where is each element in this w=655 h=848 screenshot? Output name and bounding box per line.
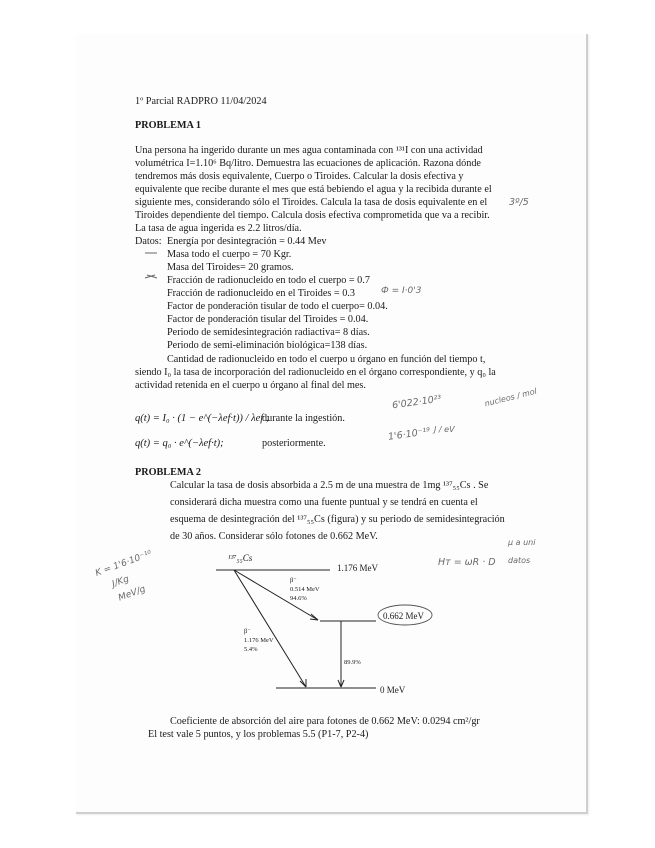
statement-line: Tiroides dependiente del tiempo. Calcula dosis efectiva comprometida que va a recibir.: [135, 210, 490, 221]
explain-line: actividad retenida en el cuerpo u órgano al final del mes.: [135, 380, 366, 391]
statement-line: tendremos más dosis equivalente, Cuerpo o Tiroides. Calcular la dosis efectiva y: [135, 171, 464, 182]
explain-line: Cantidad de radionucleido en todo el cuerpo u órgano en función del tiempo t,: [167, 354, 486, 365]
statement-line: considerará dicha muestra como una fuente puntual y se tendrá en cuenta el: [170, 497, 478, 508]
data-item: Periodo de semidesintegración radiactiva= 8 días.: [167, 327, 370, 338]
statement-line: siguiente mes, considerando sólo el Tiroides. Calcula la tasa de dosis equivalente en el: [135, 197, 488, 208]
data-item: Masa del Tiroides= 20 gramos.: [167, 262, 294, 273]
explain-line: siendo I₀ la tasa de incorporación del radionucleido en el órgano correspondiente, y q₀ la: [135, 367, 496, 378]
absorption-coefficient: Coeficiente de absorción del aire para fotones de 0.662 MeV: 0.0294 cm²/gr: [170, 716, 480, 727]
level-mid-label: 0.662 MeV: [383, 611, 424, 621]
handwritten-avogadro: 6'022·10²³: [391, 393, 443, 412]
handwritten-ev-joule-unit: J / eV: [434, 425, 455, 434]
statement-line: equivalente que recibe durante el mes que está bebiendo el agua y la recibida durante el: [135, 184, 492, 195]
statement-line: Una persona ha ingerido durante un mes agua contaminada con ¹³¹I con una actividad: [135, 145, 483, 156]
exam-title: 1º Parcial RADPRO 11/04/2024: [135, 96, 267, 107]
problem-2-heading: PROBLEMA 2: [135, 467, 201, 478]
handwritten-ht-formula: Hт = ωR · D: [438, 557, 496, 568]
formula-ingestion: q(t) = I₀ · (1 − e^(−λef·t)) / λef ;: [135, 413, 270, 424]
beta1-percent: 94.6%: [290, 595, 307, 602]
data-item: Masa todo el cuerpo = 70 Kgr.: [167, 249, 292, 260]
data-item: Factor de ponderación tisular de todo el cuerpo= 0.04.: [167, 301, 388, 312]
handwritten-k-unit1: J/Kg: [110, 574, 131, 590]
handwritten-note-top: μ a uni: [508, 538, 536, 547]
score-note: El test vale 5 puntos, y los problemas 5.5 (P1-7, P2-4): [148, 729, 369, 740]
level-bottom-label: 0 MeV: [380, 685, 406, 695]
beta1-symbol: β⁻: [290, 577, 297, 584]
handwritten-note-bottom: datos: [508, 556, 531, 565]
formula-posterior: q(t) = q₀ · e^(−λef·t);: [135, 438, 224, 449]
handwritten-k-factor: K = 1'6·10⁻¹⁰: [94, 549, 154, 579]
data-item: Energía por desintegración = 0.44 Mev: [167, 236, 327, 247]
handwritten-score: 3º/5: [509, 197, 529, 208]
formula-ingestion-note: durante la ingestión.: [262, 413, 345, 424]
nuclide-label: ¹³⁷₅₅Cs: [228, 553, 253, 563]
gamma-percent: 89.9%: [344, 659, 361, 666]
beta2-energy: 1.176 MeV: [244, 637, 274, 644]
formula-posterior-note: posteriormente.: [262, 438, 326, 449]
data-item: Fracción de radionucleido en el Tiroides = 0.3: [167, 288, 355, 299]
statement-line: La tasa de agua ingerida es 2.2 litros/día.: [135, 223, 302, 234]
beta2-percent: 5.4%: [244, 646, 258, 653]
statement-line: esquema de desintegración del ¹³⁷₅₅Cs (figura) y su periodo de semidesintegración: [170, 514, 505, 525]
beta1-energy: 0.514 MeV: [290, 586, 320, 593]
handwritten-thyroid: Ф = I·0'3: [381, 286, 422, 296]
circle-annotation: [376, 603, 434, 627]
beta2-symbol: β⁻: [244, 628, 251, 635]
datos-label: Datos:: [135, 236, 162, 247]
data-item: Periodo de semi-eliminación biológica=138 días.: [167, 340, 368, 351]
handwritten-ticks: [143, 244, 167, 280]
problem-1-heading: PROBLEMA 1: [135, 120, 201, 131]
handwritten-avogadro-unit: nucleos / mol: [483, 386, 538, 409]
statement-line: Calcular la tasa de dosis absorbida a 2.5 m de una muestra de 1mg ¹³⁷₅₅Cs . Se: [170, 480, 489, 491]
level-top-label: 1.176 MeV: [337, 563, 378, 573]
statement-line: volumétrica I=1.10⁶ Bq/litro. Demuestra las ecuaciones de aplicación. Razona dónde: [135, 158, 481, 169]
handwritten-ev-joule: 1'6·10⁻¹⁹: [387, 426, 432, 443]
handwritten-k-unit2: MeV/g: [117, 584, 148, 604]
data-item: Fracción de radionucleido en todo el cuerpo = 0.7: [167, 275, 370, 286]
data-item: Factor de ponderación tisular del Tiroides = 0.04.: [167, 314, 369, 325]
statement-line: de 30 años. Considerar sólo fotones de 0.662 MeV.: [170, 531, 378, 542]
